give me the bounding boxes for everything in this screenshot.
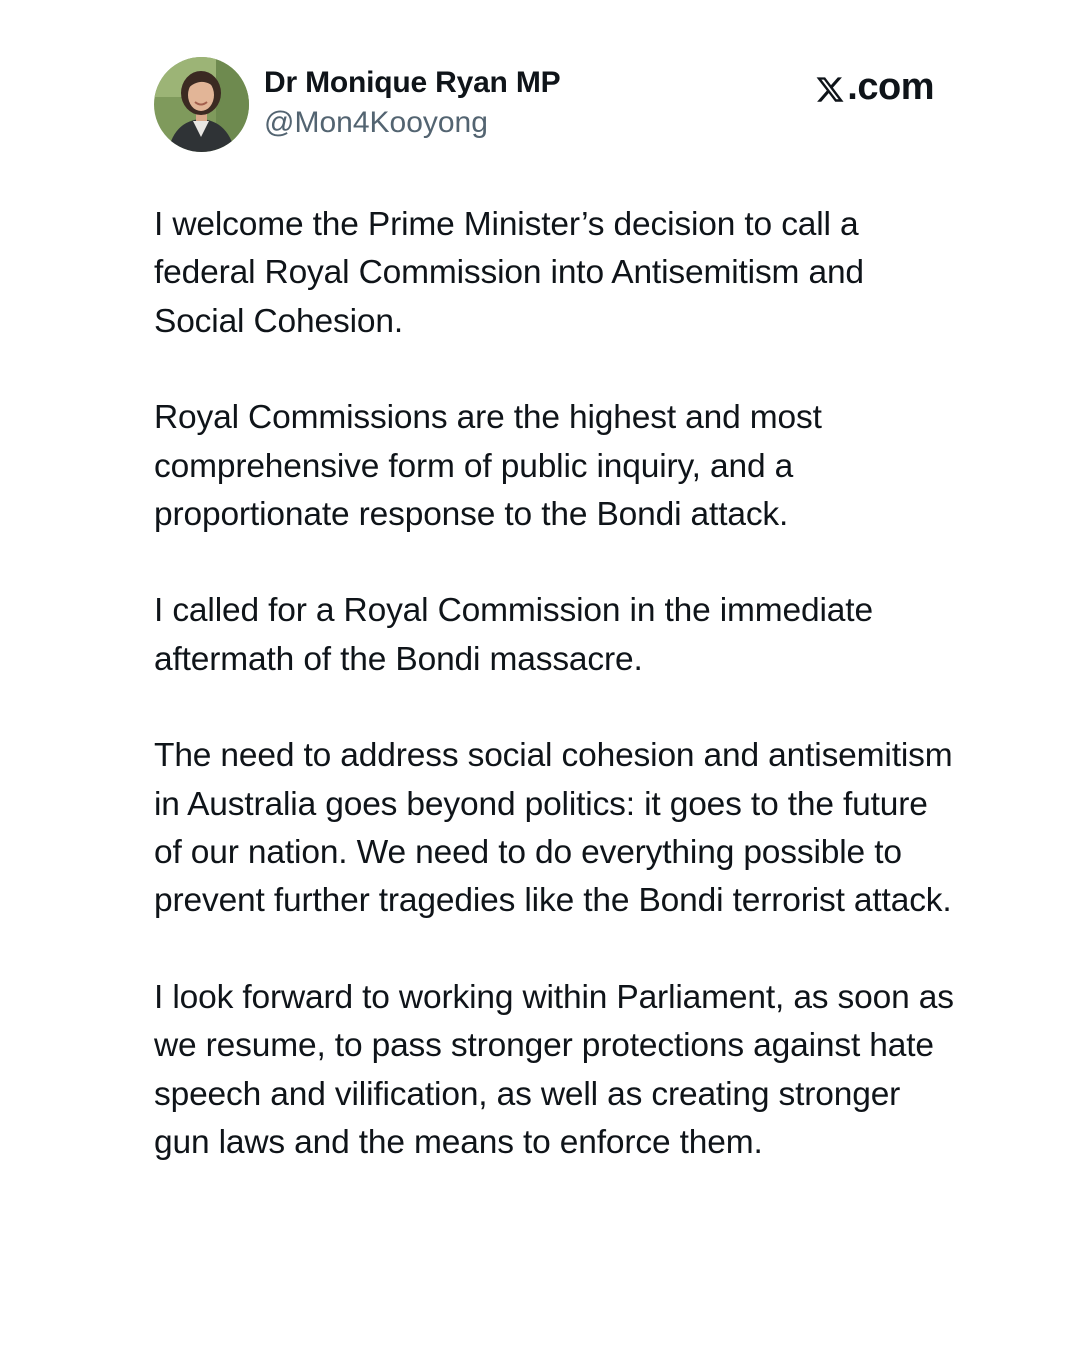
avatar[interactable] xyxy=(154,57,249,152)
author-display-name[interactable]: Dr Monique Ryan MP xyxy=(264,66,561,99)
post-paragraph: I welcome the Prime Minister’s decision to call a federal Royal Commission into Antisemitism and Social Cohesion. xyxy=(154,206,864,340)
brand-domain-label: .com xyxy=(847,66,934,108)
post-body xyxy=(154,201,954,1168)
avatar-image xyxy=(154,57,249,152)
x-logo-icon xyxy=(815,72,845,103)
x-brand-link[interactable] xyxy=(815,66,934,109)
post-paragraph: The need to address social cohesion and antisemitism in Australia goes beyond politics: it goes to the future of our nation. We need to do everything possible to prevent further tragedies like the Bondi terrorist attack. xyxy=(154,737,953,920)
author-handle[interactable]: @Mon4Kooyong xyxy=(264,106,488,139)
post-paragraph: I look forward to working within Parliament, as soon as we resume, to pass stronger protections against hate speech and vilification, as well as creating stronger gun laws and the means to enforce them. xyxy=(154,978,954,1162)
post-paragraph: Royal Commissions are the highest and most comprehensive form of public inquiry, and a proportionate response to the Bondi attack. xyxy=(154,399,822,534)
post-paragraph: I called for a Royal Commission in the immediate aftermath of the Bondi massacre. xyxy=(154,592,873,678)
